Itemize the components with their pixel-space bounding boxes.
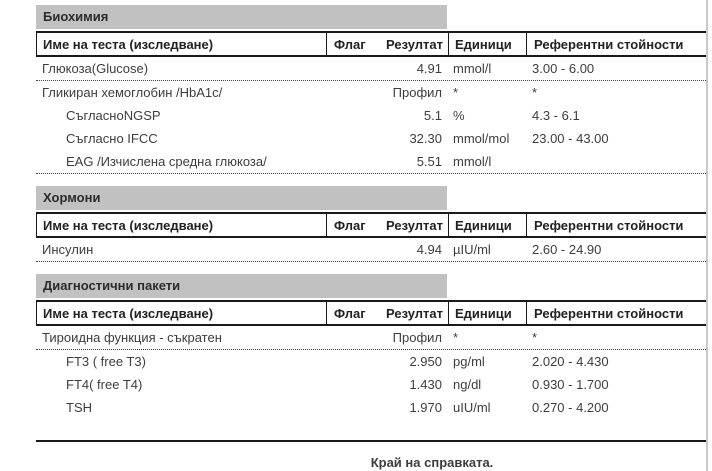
test-name-cell: Гликиран хемоглобин /HbA1c/ bbox=[42, 85, 223, 100]
result-cell: 5.1 bbox=[423, 108, 442, 123]
test-row bbox=[36, 326, 706, 350]
reference-cell: 23.00 - 43.00 bbox=[532, 131, 609, 146]
reference-cell: 3.00 - 6.00 bbox=[532, 61, 595, 76]
test-name-cell: Инсулин bbox=[42, 242, 94, 257]
column-header-result: Резултат bbox=[386, 217, 443, 233]
report-section bbox=[36, 186, 706, 262]
result-cell: 4.91 bbox=[416, 61, 442, 76]
column-header-result: Резултат bbox=[386, 36, 443, 52]
result-cell: Профил bbox=[392, 85, 442, 100]
column-header-reference: Референтни стойности bbox=[526, 33, 706, 55]
test-row bbox=[36, 396, 706, 419]
units-cell: mmol/l bbox=[453, 154, 492, 169]
column-header-test-name: Име на теста (изследване) bbox=[43, 217, 214, 233]
section-rows bbox=[36, 238, 706, 262]
test-name-cell: FT3 ( free T3) bbox=[66, 354, 146, 369]
test-name-cell: СъгласноNGSP bbox=[66, 108, 161, 123]
test-name-cell: TSH bbox=[66, 400, 92, 415]
column-header-flag: Флаг bbox=[326, 33, 382, 55]
result-cell: 5.51 bbox=[416, 154, 442, 169]
table-header-row bbox=[36, 212, 706, 238]
units-cell: * bbox=[453, 330, 459, 345]
reference-cell: * bbox=[532, 330, 538, 345]
result-cell: Профил bbox=[392, 330, 442, 345]
page-right-edge-line bbox=[706, 0, 708, 471]
column-header-test-name: Име на теста (изследване) bbox=[43, 36, 214, 52]
column-header-test-name: Име на теста (изследване) bbox=[43, 305, 214, 321]
column-header-flag: Флаг bbox=[326, 302, 382, 324]
test-row bbox=[36, 127, 706, 150]
result-cell: 4.94 bbox=[416, 242, 442, 257]
test-row bbox=[36, 238, 706, 262]
table-header-row bbox=[36, 300, 706, 326]
units-cell: mmol/mol bbox=[453, 131, 510, 146]
test-row bbox=[36, 57, 706, 81]
column-header-units: Единици bbox=[448, 33, 526, 55]
reference-cell: * bbox=[532, 85, 538, 100]
test-row bbox=[36, 150, 706, 174]
reference-cell: 2.020 - 4.430 bbox=[532, 354, 609, 369]
test-name-cell: Съгласно IFCC bbox=[66, 131, 158, 146]
report-section bbox=[36, 5, 706, 174]
column-header-flag: Флаг bbox=[326, 214, 382, 236]
result-cell: 1.430 bbox=[409, 377, 442, 392]
column-header-units: Единици bbox=[448, 302, 526, 324]
section-rows bbox=[36, 326, 706, 419]
test-row bbox=[36, 81, 706, 104]
report-section bbox=[36, 274, 706, 419]
table-header-row bbox=[36, 31, 706, 57]
reference-cell: 0.270 - 4.200 bbox=[532, 400, 609, 415]
test-name-cell: FT4( free T4) bbox=[66, 377, 143, 392]
section-title: Хормони bbox=[36, 186, 447, 210]
units-cell: % bbox=[453, 108, 465, 123]
report-end-label: Край на справката. bbox=[370, 455, 494, 470]
result-cell: 32.30 bbox=[409, 131, 442, 146]
reference-cell: 0.930 - 1.700 bbox=[532, 377, 609, 392]
reference-cell: 2.60 - 24.90 bbox=[532, 242, 602, 257]
units-cell: uIU/ml bbox=[453, 400, 491, 415]
units-cell: ng/dl bbox=[453, 377, 482, 392]
column-header-result: Резултат bbox=[386, 305, 443, 321]
column-header-reference: Референтни стойности bbox=[526, 214, 706, 236]
section-title: Диагностични пакети bbox=[36, 274, 447, 298]
test-name-cell: Глюкоза(Glucose) bbox=[42, 61, 149, 76]
test-row bbox=[36, 104, 706, 127]
test-name-cell: Тироидна функция - съкратен bbox=[42, 330, 222, 345]
units-cell: pg/ml bbox=[453, 354, 485, 369]
units-cell: * bbox=[453, 85, 459, 100]
result-cell: 2.950 bbox=[409, 354, 442, 369]
section-title: Биохимия bbox=[36, 5, 447, 29]
test-row bbox=[36, 350, 706, 373]
test-row bbox=[36, 373, 706, 396]
result-cell: 1.970 bbox=[409, 400, 442, 415]
column-header-reference: Референтни стойности bbox=[526, 302, 706, 324]
reference-cell: 4.3 - 6.1 bbox=[532, 108, 580, 123]
report-content bbox=[36, 5, 706, 470]
test-name-cell: EAG /Изчислена средна глюкоза/ bbox=[66, 154, 267, 169]
column-header-units: Единици bbox=[448, 214, 526, 236]
sections bbox=[36, 5, 706, 419]
section-rows bbox=[36, 57, 706, 174]
units-cell: mmol/l bbox=[453, 61, 492, 76]
units-cell: µIU/ml bbox=[453, 242, 491, 257]
